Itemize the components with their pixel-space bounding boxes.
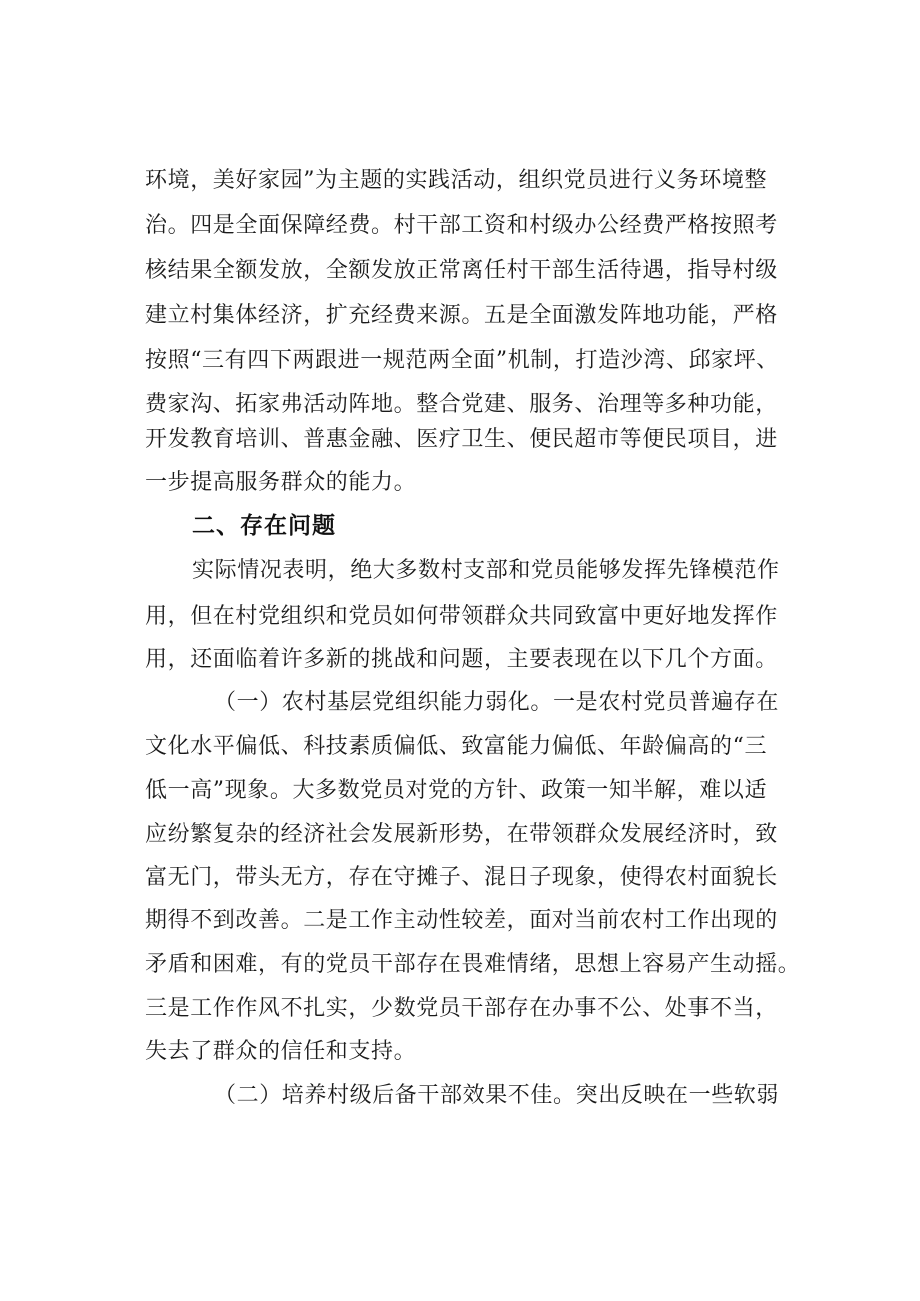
text-line: （二）培养村级后备干部效果不佳。突出反映在一些软弱 — [214, 1083, 780, 1108]
text-line: 费家沟、拓家弗活动阵地。整合党建、服务、治理等多种功能， — [145, 392, 778, 417]
text-line: 核结果全额发放，全额发放正常离任村干部生活待遇，指导村级 — [145, 258, 778, 283]
text-line: 富无门，带头无方，存在守摊子、混日子现象，使得农村面貌长 — [145, 865, 778, 890]
text-line: 三是工作作风不扎实，少数党员干部存在办事不公、处事不当， — [145, 996, 778, 1021]
text-line: 建立村集体经济，扩充经费来源。五是全面激发阵地功能，严格 — [145, 303, 778, 328]
text-line: 环境，美好家园”为主题的实践活动，组织党员进行义务环境整 — [145, 168, 768, 193]
text-line: 用，还面临着许多新的挑战和问题，主要表现在以下几个方面。 — [145, 647, 778, 672]
section-heading: 二、存在问题 — [192, 513, 336, 539]
text-line: 按照“三有四下两跟进一规范两全面”机制，打造沙湾、邱家坪、 — [145, 348, 779, 373]
text-line: 失去了群众的信任和支持。 — [145, 1039, 417, 1064]
text-line: 一步提高服务群众的能力。 — [145, 470, 417, 495]
text-line: 用，但在村党组织和党员如何带领群众共同致富中更好地发挥作 — [145, 604, 778, 629]
text-line: 应纷繁复杂的经济社会发展新形势，在带领群众发展经济时，致 — [145, 822, 778, 847]
text-line: 矛盾和困难，有的党员干部存在畏难情绪，思想上容易产生动摇。 — [145, 952, 801, 977]
text-line: （一）农村基层党组织能力弱化。一是农村党员普遍存在 — [214, 690, 780, 715]
text-line: 期得不到改善。二是工作主动性较差，面对当前农村工作出现的 — [145, 908, 778, 933]
text-line: 实际情况表明，绝大多数村支部和党员能够发挥先锋模范作 — [192, 558, 780, 583]
text-line: 治。四是全面保障经费。村干部工资和村级办公经费严格按照考 — [145, 213, 778, 238]
text-line: 低一高”现象。大多数党员对党的方针、政策一知半解，难以适 — [145, 778, 768, 803]
text-line: 文化水平偏低、科技素质偏低、致富能力偏低、年龄偏高的“三 — [145, 734, 768, 759]
text-line: 开发教育培训、普惠金融、医疗卫生、便民超市等便民项目，进 — [145, 427, 778, 452]
